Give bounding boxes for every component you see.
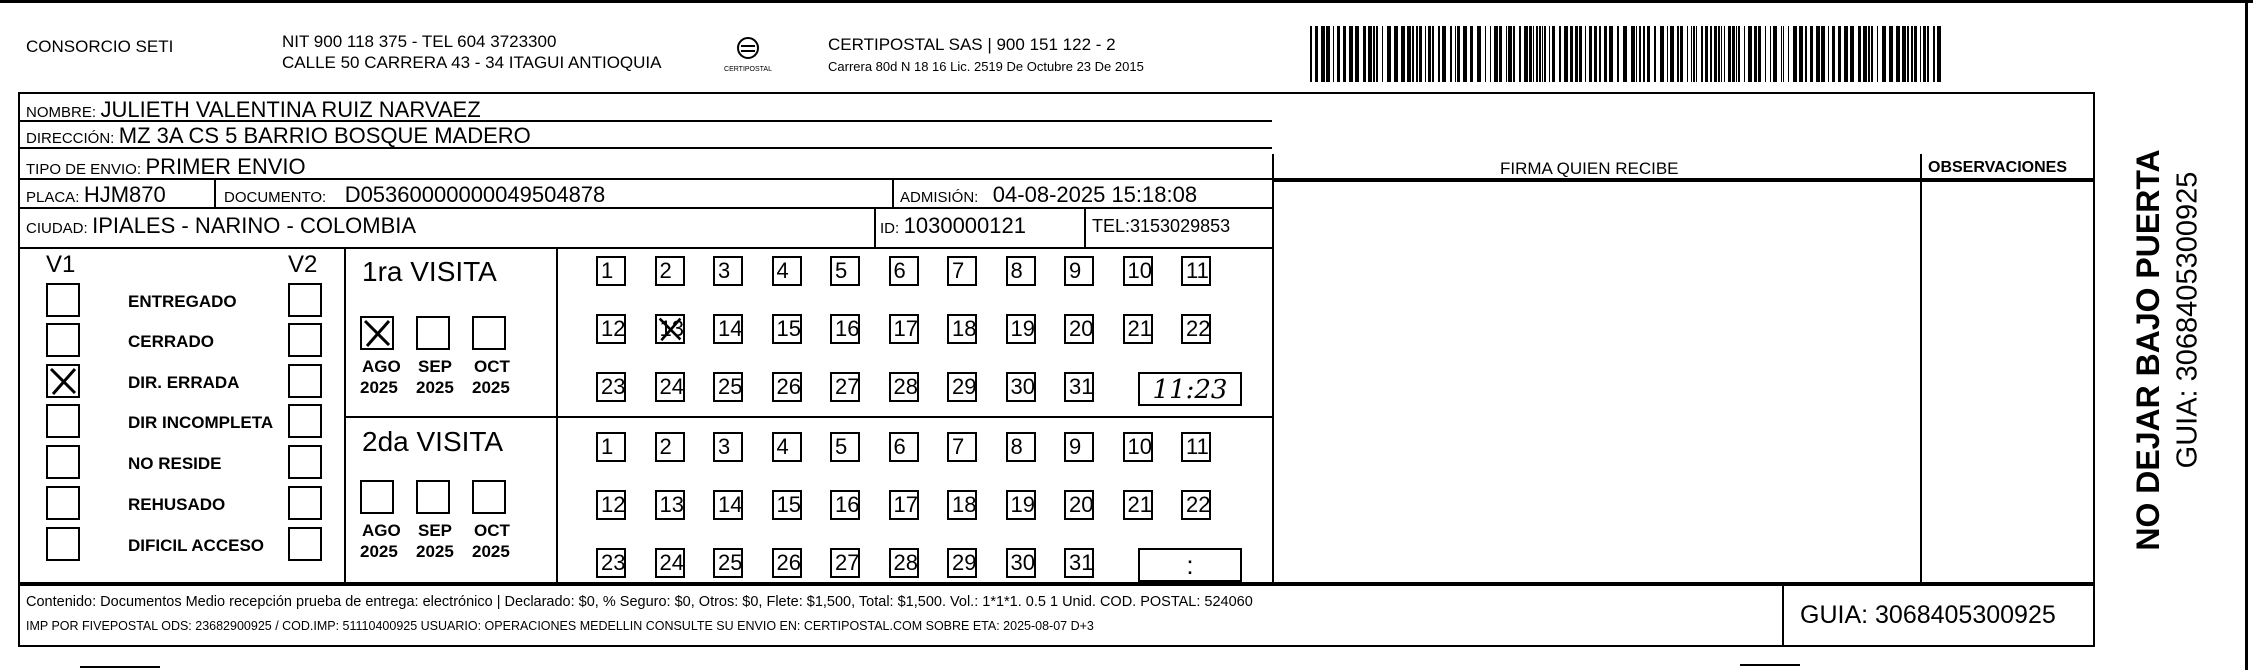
status-option-label: DIR. ERRADA xyxy=(128,373,240,392)
visit2-day-number: 9 xyxy=(1069,434,1082,459)
visit1-day-box[interactable] xyxy=(1064,256,1094,286)
address-line: CALLE 50 CARRERA 43 - 34 ITAGUI ANTIOQUIA xyxy=(282,53,662,72)
v1-checkbox[interactable] xyxy=(46,486,80,520)
id-value: 1030000121 xyxy=(903,213,1026,238)
visit1-day-box[interactable] xyxy=(655,372,685,402)
v2-checkbox[interactable] xyxy=(288,527,322,561)
visit1-day-box[interactable] xyxy=(889,314,919,344)
visit1-day-box[interactable] xyxy=(1006,314,1036,344)
v2-checkbox[interactable] xyxy=(288,404,322,438)
visit2-day-box[interactable] xyxy=(830,548,860,578)
visit2-day-number: 13 xyxy=(659,492,684,517)
visit1-day-box[interactable] xyxy=(1181,314,1211,344)
visit2-year-label: 2025 xyxy=(360,542,398,561)
visit1-day-box[interactable] xyxy=(1181,256,1211,286)
logo-text: CERTIPOSTAL xyxy=(724,66,772,73)
visit1-day-box[interactable] xyxy=(1123,314,1153,344)
ciudad-value: IPIALES - NARINO - COLOMBIA xyxy=(92,213,417,238)
v1-checkbox[interactable] xyxy=(46,323,80,357)
visit1-day-number: 30 xyxy=(1010,374,1035,399)
visit1-day-box[interactable] xyxy=(1006,372,1036,402)
visit2-month-checkbox[interactable] xyxy=(416,480,450,514)
visit2-day-box[interactable] xyxy=(947,490,977,520)
tipo-value: PRIMER ENVIO xyxy=(145,154,306,179)
visit2-day-number: 29 xyxy=(952,550,977,575)
visit2-day-box[interactable] xyxy=(1006,490,1036,520)
visit2-day-number: 18 xyxy=(952,492,977,517)
v2-checkbox[interactable] xyxy=(288,364,322,398)
tel-value: 3153029853 xyxy=(1130,216,1231,236)
visit2-day-box[interactable] xyxy=(596,432,626,462)
visit1-day-number: 18 xyxy=(952,316,977,341)
ciudad-field xyxy=(26,215,416,237)
visit2-day-number: 15 xyxy=(776,492,801,517)
nombre-field xyxy=(26,99,481,121)
visit1-day-number: 13 xyxy=(659,316,684,341)
visit2-day-box[interactable] xyxy=(1181,432,1211,462)
certipostal-line: CERTIPOSTAL SAS | 900 151 122 - 2 xyxy=(828,35,1116,54)
visit2-day-number: 7 xyxy=(952,434,965,459)
visit2-day-box[interactable] xyxy=(889,548,919,578)
nombre-label: NOMBRE: xyxy=(26,104,97,121)
visit2-month-checkbox[interactable] xyxy=(472,480,506,514)
v2-checkbox[interactable] xyxy=(288,445,322,479)
visit2-year-label: 2025 xyxy=(416,542,454,561)
top-border xyxy=(0,0,2253,3)
visit1-year-label: 2025 xyxy=(360,378,398,397)
visit2-day-number: 11 xyxy=(1186,434,1209,459)
admision-label: ADMISIÓN: xyxy=(900,189,979,206)
tipo-field xyxy=(26,156,306,178)
visit1-day-number: 25 xyxy=(718,374,743,399)
visit2-day-number: 10 xyxy=(1127,434,1152,459)
documento-field xyxy=(224,184,605,206)
v2-checkbox[interactable] xyxy=(288,283,322,317)
visit2-day-number: 2 xyxy=(659,434,672,459)
visit1-day-number: 5 xyxy=(835,258,848,283)
status-option-label: DIFICIL ACCESO xyxy=(128,536,265,555)
visit2-day-box[interactable] xyxy=(713,432,743,462)
visit1-day-box[interactable] xyxy=(1123,256,1153,286)
visit2-day-box[interactable] xyxy=(1006,432,1036,462)
observaciones-header: OBSERVACIONES xyxy=(1928,159,2067,176)
v1-checkbox[interactable] xyxy=(46,364,80,398)
visit1-day-box[interactable] xyxy=(1064,372,1094,402)
visit2-day-box[interactable] xyxy=(655,548,685,578)
visit2-day-number: 6 xyxy=(893,434,906,459)
visit2-day-number: 30 xyxy=(1010,550,1035,575)
direccion-label: DIRECCIÓN: xyxy=(26,130,115,147)
visit2-day-box[interactable] xyxy=(889,490,919,520)
visit1-day-number: 28 xyxy=(893,374,918,399)
visit1-time-box[interactable] xyxy=(1138,372,1242,406)
visit1-day-box[interactable] xyxy=(830,314,860,344)
visit1-day-number: 24 xyxy=(659,374,684,399)
visit1-day-number: 11 xyxy=(1186,258,1209,283)
tipo-label: TIPO DE ENVIO: xyxy=(26,161,142,178)
visit1-day-number: 19 xyxy=(1010,316,1035,341)
visit1-day-box[interactable] xyxy=(947,314,977,344)
visit1-time-value: 11:23 xyxy=(1152,375,1228,405)
documento-label: DOCUMENTO: xyxy=(224,189,327,206)
visit1-day-number: 12 xyxy=(601,316,626,341)
visit2-day-box[interactable] xyxy=(889,432,919,462)
status-option-label: ENTREGADO xyxy=(128,292,237,311)
visit1-day-box[interactable] xyxy=(772,372,802,402)
visit1-day-number: 15 xyxy=(776,316,801,341)
visit2-time-value: : xyxy=(1186,550,1194,580)
visit1-day-box[interactable] xyxy=(889,256,919,286)
visit2-day-number: 4 xyxy=(776,434,789,459)
company-name: CONSORCIO SETI xyxy=(26,37,174,56)
visit2-day-box[interactable] xyxy=(1064,490,1094,520)
status-option-label: CERRADO xyxy=(128,332,214,351)
visit1-month-label: AGO xyxy=(362,357,401,376)
visit1-day-number: 14 xyxy=(718,316,743,341)
visit2-day-box[interactable] xyxy=(1181,490,1211,520)
placa-field xyxy=(26,184,166,206)
v1-checkbox[interactable] xyxy=(46,283,80,317)
visit1-day-number: 1 xyxy=(601,258,614,283)
visit2-day-box[interactable] xyxy=(947,548,977,578)
visit2-day-number: 3 xyxy=(718,434,731,459)
v2-header: V2 xyxy=(288,251,318,278)
visit1-day-number: 10 xyxy=(1127,258,1152,283)
visit1-day-number: 9 xyxy=(1069,258,1082,283)
visit1-day-box[interactable] xyxy=(713,372,743,402)
visit2-day-box[interactable] xyxy=(1006,548,1036,578)
visit2-day-number: 1 xyxy=(601,434,614,459)
visit2-day-number: 12 xyxy=(601,492,626,517)
visit2-day-box[interactable] xyxy=(1064,548,1094,578)
form-frame xyxy=(18,92,2095,584)
side-guia: GUIA: 3068405300925 xyxy=(2171,171,2204,469)
visit2-day-number: 17 xyxy=(893,492,918,517)
visit1-day-number: 8 xyxy=(1010,258,1023,283)
ciudad-label: CIUDAD: xyxy=(26,220,88,237)
visit1-day-number: 26 xyxy=(776,374,801,399)
visit1-day-box[interactable] xyxy=(830,372,860,402)
visit1-day-box[interactable] xyxy=(713,314,743,344)
visit1-month-label: SEP xyxy=(418,357,453,376)
visit1-day-box[interactable] xyxy=(772,314,802,344)
visit2-day-number: 21 xyxy=(1127,492,1152,517)
visit1-day-number: 29 xyxy=(952,374,977,399)
visit1-day-box[interactable] xyxy=(596,256,626,286)
right-border xyxy=(2245,0,2248,670)
direccion-field xyxy=(26,125,531,147)
visit1-day-box[interactable] xyxy=(830,256,860,286)
visit1-day-box[interactable] xyxy=(772,256,802,286)
visit2-day-number: 25 xyxy=(718,550,743,575)
visit2-day-box[interactable] xyxy=(596,490,626,520)
visit2-day-number: 20 xyxy=(1069,492,1094,517)
direccion-value: MZ 3A CS 5 BARRIO BOSQUE MADERO xyxy=(118,123,531,148)
status-option-label: DIR INCOMPLETA xyxy=(128,413,274,432)
visit1-day-box[interactable] xyxy=(713,256,743,286)
visit1-day-number: 16 xyxy=(835,316,860,341)
visit1-day-number: 31 xyxy=(1069,374,1094,399)
visit2-day-number: 28 xyxy=(893,550,918,575)
visit1-day-number: 20 xyxy=(1069,316,1094,341)
v2-checkbox[interactable] xyxy=(288,323,322,357)
status-option-label: NO RESIDE xyxy=(128,454,222,473)
visit1-year-label: 2025 xyxy=(472,378,510,397)
visit2-day-number: 19 xyxy=(1010,492,1035,517)
v1-header: V1 xyxy=(46,251,76,278)
footer-content: Contenido: Documentos Medio recepción prueba de entrega: electrónico | Declarado: $0, % Seguro: $0, Otros: $0, Flete: $1,500, Total: $1,500. Vol.: 1*1*1. 0.5 1 Unid. COD. POSTAL: 524060 xyxy=(26,594,1253,610)
visit1-month-label: OCT xyxy=(474,357,510,376)
placa-label: PLACA: xyxy=(26,189,80,206)
visit2-day-number: 26 xyxy=(776,550,801,575)
visit2-day-box[interactable] xyxy=(713,548,743,578)
visit1-day-box[interactable] xyxy=(947,372,977,402)
visit1-day-box[interactable] xyxy=(596,314,626,344)
v1-checkbox[interactable] xyxy=(46,527,80,561)
visit1-day-number: 6 xyxy=(893,258,906,283)
visit2-day-number: 16 xyxy=(835,492,860,517)
visit1-day-box[interactable] xyxy=(889,372,919,402)
visit2-day-box[interactable] xyxy=(830,432,860,462)
visit1-month-checkbox[interactable] xyxy=(472,316,506,350)
visit1-month-checkbox[interactable] xyxy=(416,316,450,350)
visit1-day-number: 17 xyxy=(893,316,918,341)
admision-field xyxy=(900,184,1197,206)
visit2-year-label: 2025 xyxy=(472,542,510,561)
check-mark-icon xyxy=(48,366,78,396)
tel-field xyxy=(1092,217,1230,235)
status-option-label: REHUSADO xyxy=(128,495,226,514)
visit1-day-box[interactable] xyxy=(947,256,977,286)
check-mark-icon xyxy=(657,316,683,342)
tel-label: TEL: xyxy=(1092,216,1131,236)
visit2-day-number: 22 xyxy=(1186,492,1211,517)
barcode xyxy=(1310,26,1940,82)
nombre-value: JULIETH VALENTINA RUIZ NARVAEZ xyxy=(100,97,481,122)
visit1-day-number: 21 xyxy=(1127,316,1152,341)
visit2-day-box[interactable] xyxy=(1123,432,1153,462)
visit2-month-label: AGO xyxy=(362,521,401,540)
v2-checkbox[interactable] xyxy=(288,486,322,520)
visit1-day-box[interactable] xyxy=(1064,314,1094,344)
footer-guia: GUIA: 3068405300925 xyxy=(1800,601,2056,629)
visit2-day-number: 27 xyxy=(835,550,860,575)
visit2-day-number: 23 xyxy=(601,550,626,575)
visit2-day-box[interactable] xyxy=(655,432,685,462)
visit2-day-box[interactable] xyxy=(947,432,977,462)
footer-imp: IMP POR FIVEPOSTAL ODS: 23682900925 / COD.IMP: 51110400925 USUARIO: OPERACIONES MEDELLIN CONSULTE SU ENVIO EN: CERTIPOSTAL.COM SOBRE ETA: 2025-08-07 D+3 xyxy=(26,619,1094,633)
visit1-day-box[interactable] xyxy=(1006,256,1036,286)
visit1-month-checkbox[interactable] xyxy=(360,316,394,350)
visit1-year-label: 2025 xyxy=(416,378,454,397)
documento-value: D05360000000049504878 xyxy=(344,182,606,207)
visit2-day-number: 31 xyxy=(1069,550,1094,575)
visit1-day-box[interactable] xyxy=(655,314,685,344)
visit2-day-box[interactable] xyxy=(772,490,802,520)
placa-value: HJM870 xyxy=(83,182,166,207)
visit2-day-box[interactable] xyxy=(596,548,626,578)
visit1-day-number: 4 xyxy=(776,258,789,283)
visit2-day-box[interactable] xyxy=(830,490,860,520)
id-field xyxy=(880,215,1026,237)
visit2-month-label: SEP xyxy=(418,521,453,540)
v1-checkbox[interactable] xyxy=(46,404,80,438)
visit1-day-number: 2 xyxy=(659,258,672,283)
visit2-day-box[interactable] xyxy=(1123,490,1153,520)
visit1-day-number: 7 xyxy=(952,258,965,283)
visit1-day-number: 22 xyxy=(1186,316,1211,341)
no-dejar-text: NO DEJAR BAJO PUERTA xyxy=(2130,149,2166,551)
visit2-day-number: 8 xyxy=(1010,434,1023,459)
visit2-day-number: 24 xyxy=(659,550,684,575)
visit2-day-box[interactable] xyxy=(655,490,685,520)
visit2-day-number: 14 xyxy=(718,492,743,517)
visit1-day-number: 27 xyxy=(835,374,860,399)
v1-checkbox[interactable] xyxy=(46,445,80,479)
visit2-title: 2da VISITA xyxy=(362,426,504,457)
visit1-title: 1ra VISITA xyxy=(362,256,497,287)
visit2-day-number: 5 xyxy=(835,434,848,459)
visit1-day-number: 3 xyxy=(718,258,731,283)
visit2-month-label: OCT xyxy=(474,521,510,540)
admision-value: 04-08-2025 15:18:08 xyxy=(992,182,1198,207)
visit2-time-box[interactable] xyxy=(1138,548,1242,582)
visit2-day-box[interactable] xyxy=(1064,432,1094,462)
id-label: ID: xyxy=(880,220,900,237)
visit1-day-number: 23 xyxy=(601,374,626,399)
certipostal-logo xyxy=(724,34,772,74)
firma-header: FIRMA QUIEN RECIBE xyxy=(1500,159,1679,178)
license-line: Carrera 80d N 18 16 Lic. 2519 De Octubre 23 De 2015 xyxy=(828,59,1144,74)
nit-line: NIT 900 118 375 - TEL 604 3723300 xyxy=(282,32,557,51)
visit1-day-box[interactable] xyxy=(596,372,626,402)
visit2-month-checkbox[interactable] xyxy=(360,480,394,514)
check-mark-icon xyxy=(362,318,392,348)
visit2-day-box[interactable] xyxy=(772,548,802,578)
visit2-day-box[interactable] xyxy=(772,432,802,462)
visit1-day-box[interactable] xyxy=(655,256,685,286)
visit2-day-box[interactable] xyxy=(713,490,743,520)
